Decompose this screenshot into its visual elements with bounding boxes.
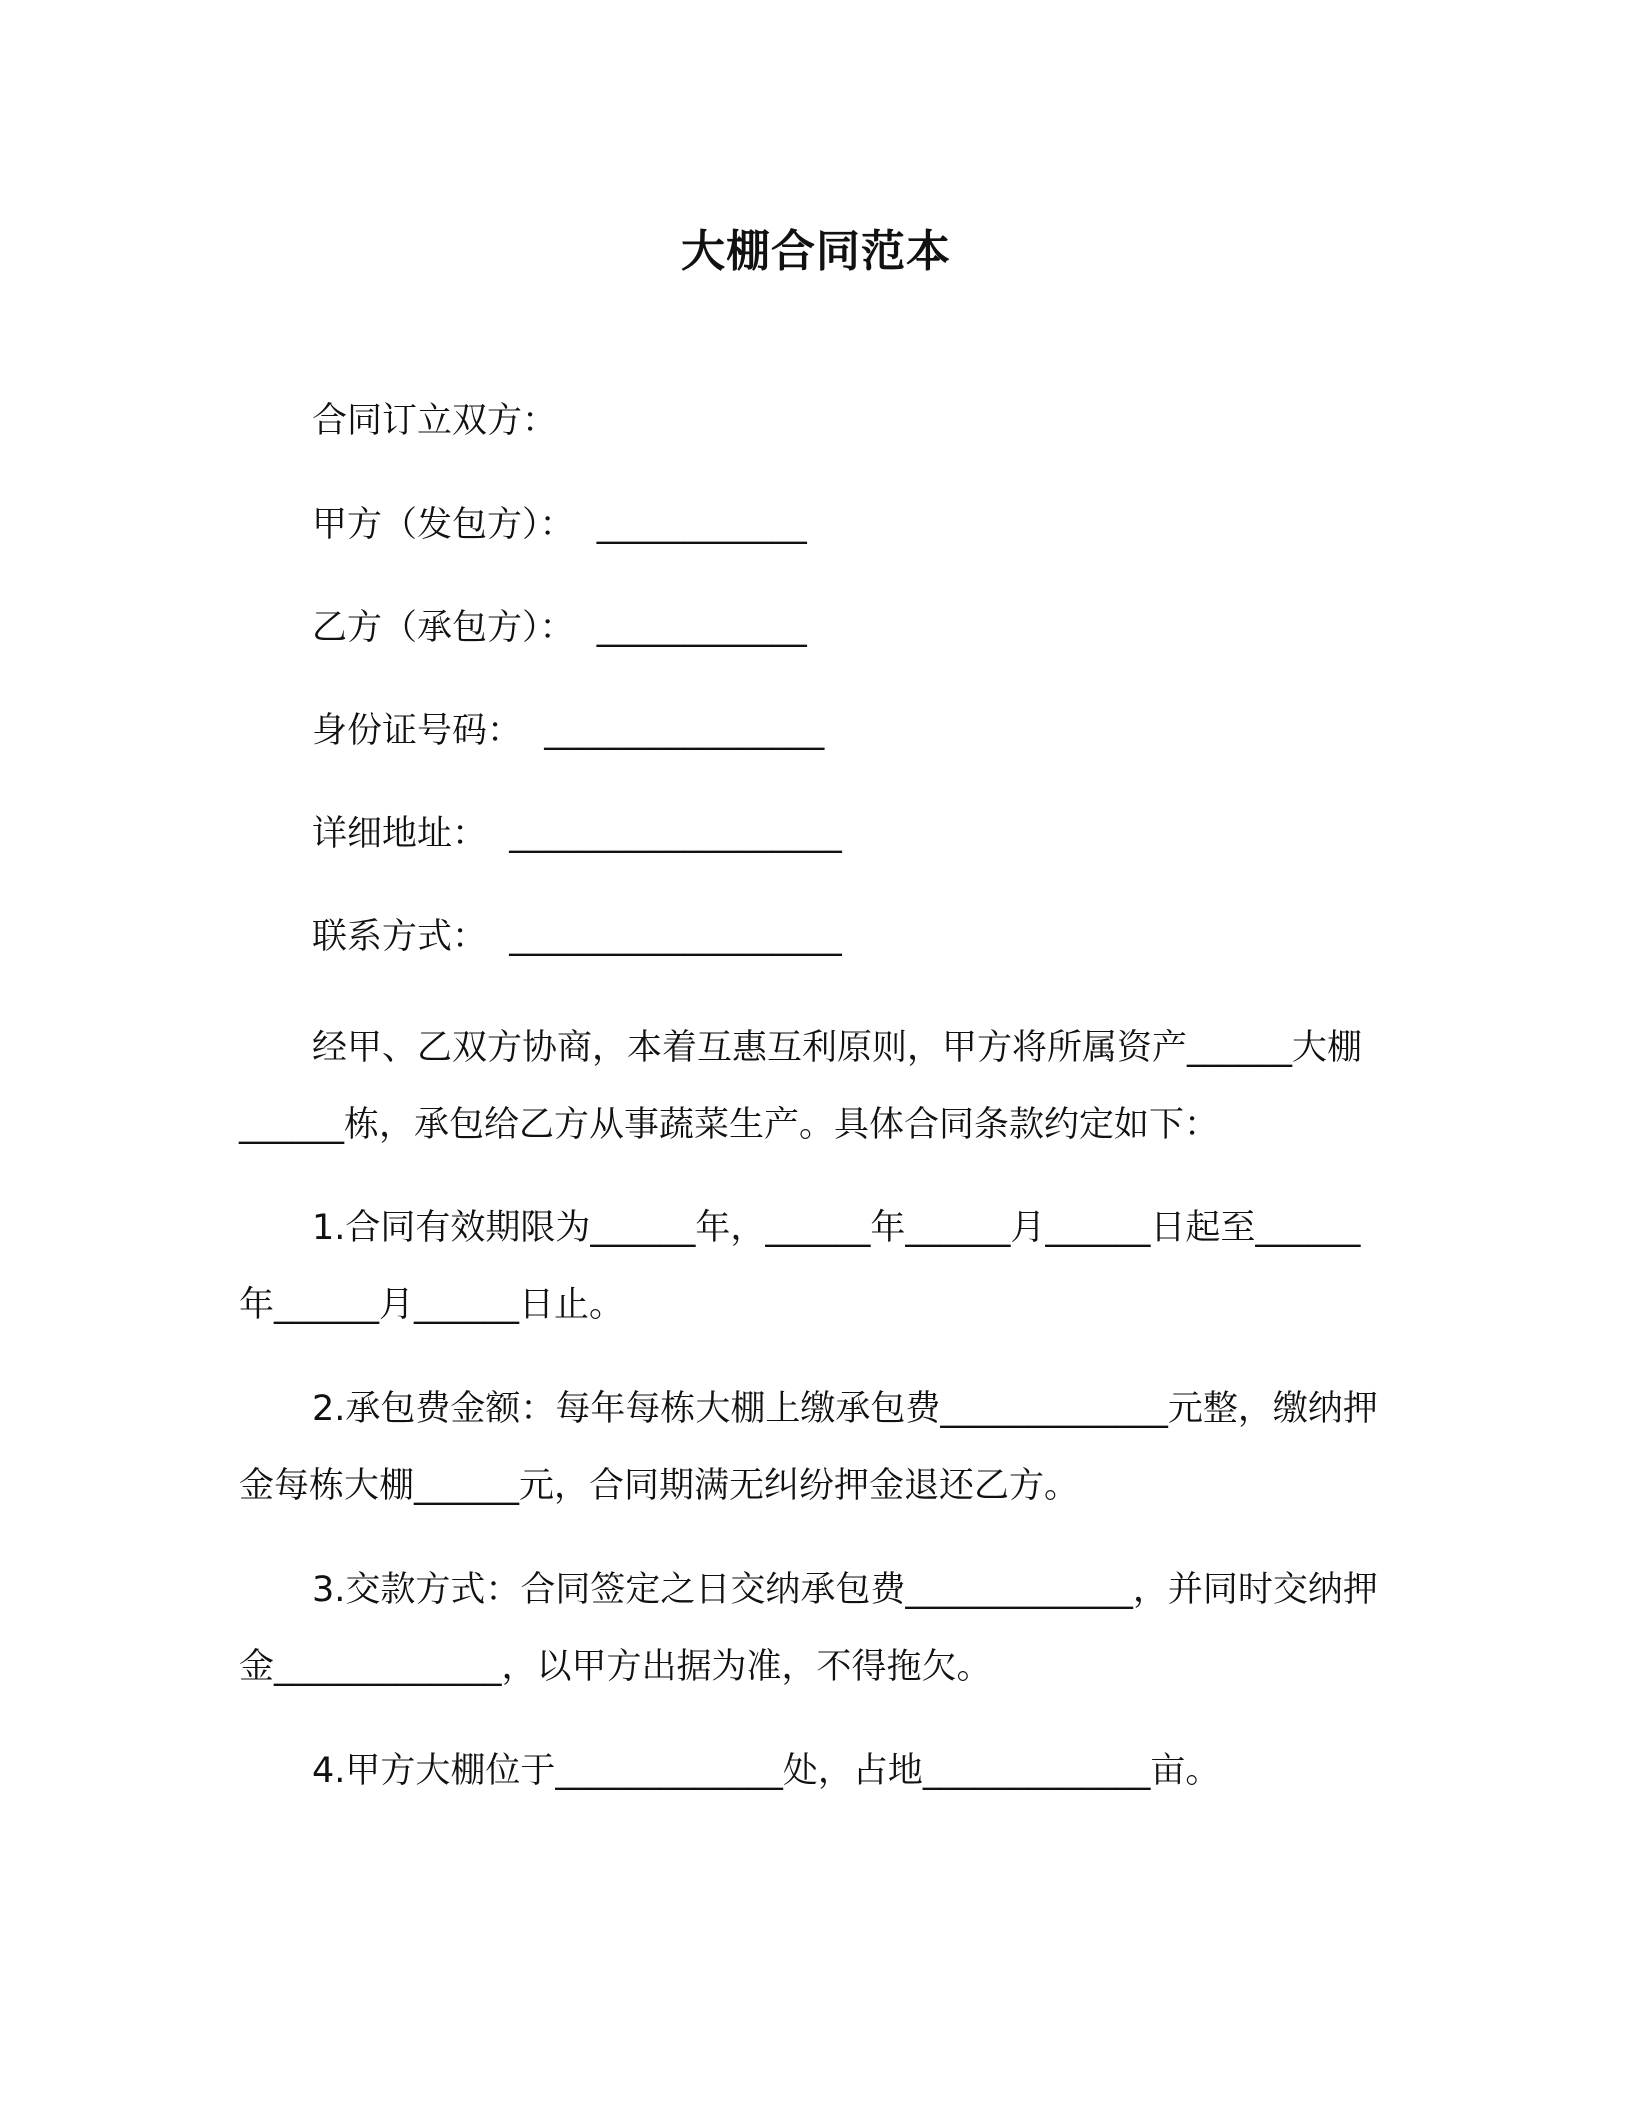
party-a-field: 甲方（发包方）： ____________ [312, 505, 807, 545]
id-number-field: 身份证号码： ________________ [312, 711, 825, 751]
document-title: 大棚合同范本 [681, 226, 951, 277]
intro-paragraph: 经甲、乙双方协商，本着互惠互利原则，甲方将所属资产______大棚______栋，承包给乙方从事蔬菜生产。具体合同条款约定如下： [239, 1028, 1363, 1145]
address-field: 详细地址： ___________________ [312, 814, 842, 854]
clause-4: 4.甲方大棚位于_____________处，占地_____________亩。 [312, 1751, 1221, 1791]
contact-field: 联系方式： ___________________ [312, 917, 842, 957]
clause-2: 2.承包费金额：每年每栋大棚上缴承包费_____________元整，缴纳押金每栋大棚______元，合同期满无纠纷押金退还乙方。 [239, 1389, 1378, 1506]
parties-heading: 合同订立双方： [312, 401, 558, 441]
clause-1: 1.合同有效期限为______年，______年______月______日起至______年______月______日止。 [239, 1208, 1361, 1325]
party-b-field: 乙方（承包方）： ____________ [312, 608, 807, 648]
clause-3: 3.交款方式：合同签定之日交纳承包费_____________，并同时交纳押金_____________，以甲方出据为准，不得拖欠。 [239, 1570, 1378, 1687]
